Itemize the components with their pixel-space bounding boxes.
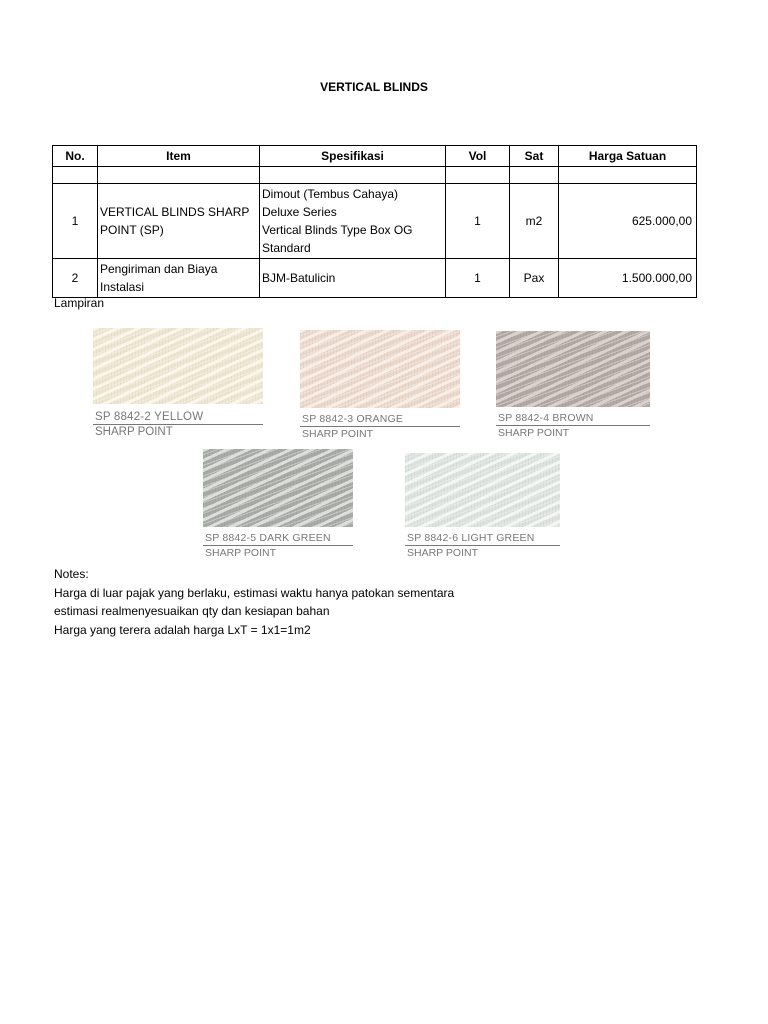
row-price: 625.000,00 xyxy=(559,184,697,259)
note-line: Harga yang terera adalah harga LxT = 1x1=1m2 xyxy=(54,622,311,637)
note-line: estimasi realmenyesuaikan qty dan kesiapan bahan xyxy=(54,604,330,618)
fabric-sample-image xyxy=(496,331,650,407)
table-row xyxy=(53,184,697,259)
document-title: VERTICAL BLINDS xyxy=(320,80,428,94)
header-vol: Vol xyxy=(446,146,510,167)
fabric-sample-image xyxy=(203,449,353,527)
notes-section xyxy=(54,565,454,639)
spec-line: BJM-Batulicin xyxy=(262,271,336,285)
table-header-row xyxy=(53,146,697,167)
row-item: Pengiriman dan Biaya Instalasi xyxy=(98,259,260,298)
row-vol: 1 xyxy=(446,259,510,298)
note-line: Harga di luar pajak yang berlaku, estimasi waktu hanya patokan sementara xyxy=(54,585,455,600)
fabric-sample-image xyxy=(405,453,560,527)
swatch-type: SHARP POINT xyxy=(302,428,373,440)
row-vol: 1 xyxy=(446,184,510,259)
swatch-light-green xyxy=(405,453,560,560)
fabric-sample-image xyxy=(93,328,263,404)
row-price: 1.500.000,00 xyxy=(559,259,697,298)
notes-heading: Notes: xyxy=(54,567,89,581)
swatch-type: SHARP POINT xyxy=(498,427,569,439)
swatch-code: SP 8842-6 LIGHT GREEN xyxy=(405,531,560,546)
row-no: 1 xyxy=(53,184,98,259)
header-item: Item xyxy=(98,146,260,167)
swatch-type: SHARP POINT xyxy=(95,426,173,438)
row-spec xyxy=(260,259,446,298)
swatch-code: SP 8842-5 DARK GREEN xyxy=(203,531,353,546)
swatch-code: SP 8842-4 BROWN xyxy=(496,411,650,426)
header-no: No. xyxy=(53,146,98,167)
row-spec xyxy=(260,184,446,259)
swatch-type: SHARP POINT xyxy=(407,547,478,559)
row-item: VERTICAL BLINDS SHARP POINT (SP) xyxy=(98,184,260,259)
row-sat: m2 xyxy=(510,184,559,259)
table-row xyxy=(53,259,697,298)
swatch-dark-green xyxy=(203,449,353,560)
header-price: Harga Satuan xyxy=(559,146,697,167)
spec-line: Deluxe Series xyxy=(262,205,337,219)
table-empty-row xyxy=(53,167,697,184)
header-sat: Sat xyxy=(510,146,559,167)
swatch-brown xyxy=(496,331,650,440)
swatch-code: SP 8842-2 YELLOW xyxy=(93,410,263,425)
header-spec: Spesifikasi xyxy=(260,146,446,167)
spec-line: Dimout (Tembus Cahaya) xyxy=(262,187,399,201)
row-sat: Pax xyxy=(510,259,559,298)
swatch-orange xyxy=(300,330,460,441)
swatch-yellow xyxy=(93,328,263,439)
swatch-code: SP 8842-3 ORANGE xyxy=(300,412,460,427)
row-no: 2 xyxy=(53,259,98,298)
attachment-label: Lampiran xyxy=(54,296,105,310)
fabric-sample-image xyxy=(300,330,460,408)
swatch-type: SHARP POINT xyxy=(205,547,276,559)
quotation-table xyxy=(52,145,697,298)
spec-line: Vertical Blinds Type Box OG Standard xyxy=(262,223,413,255)
